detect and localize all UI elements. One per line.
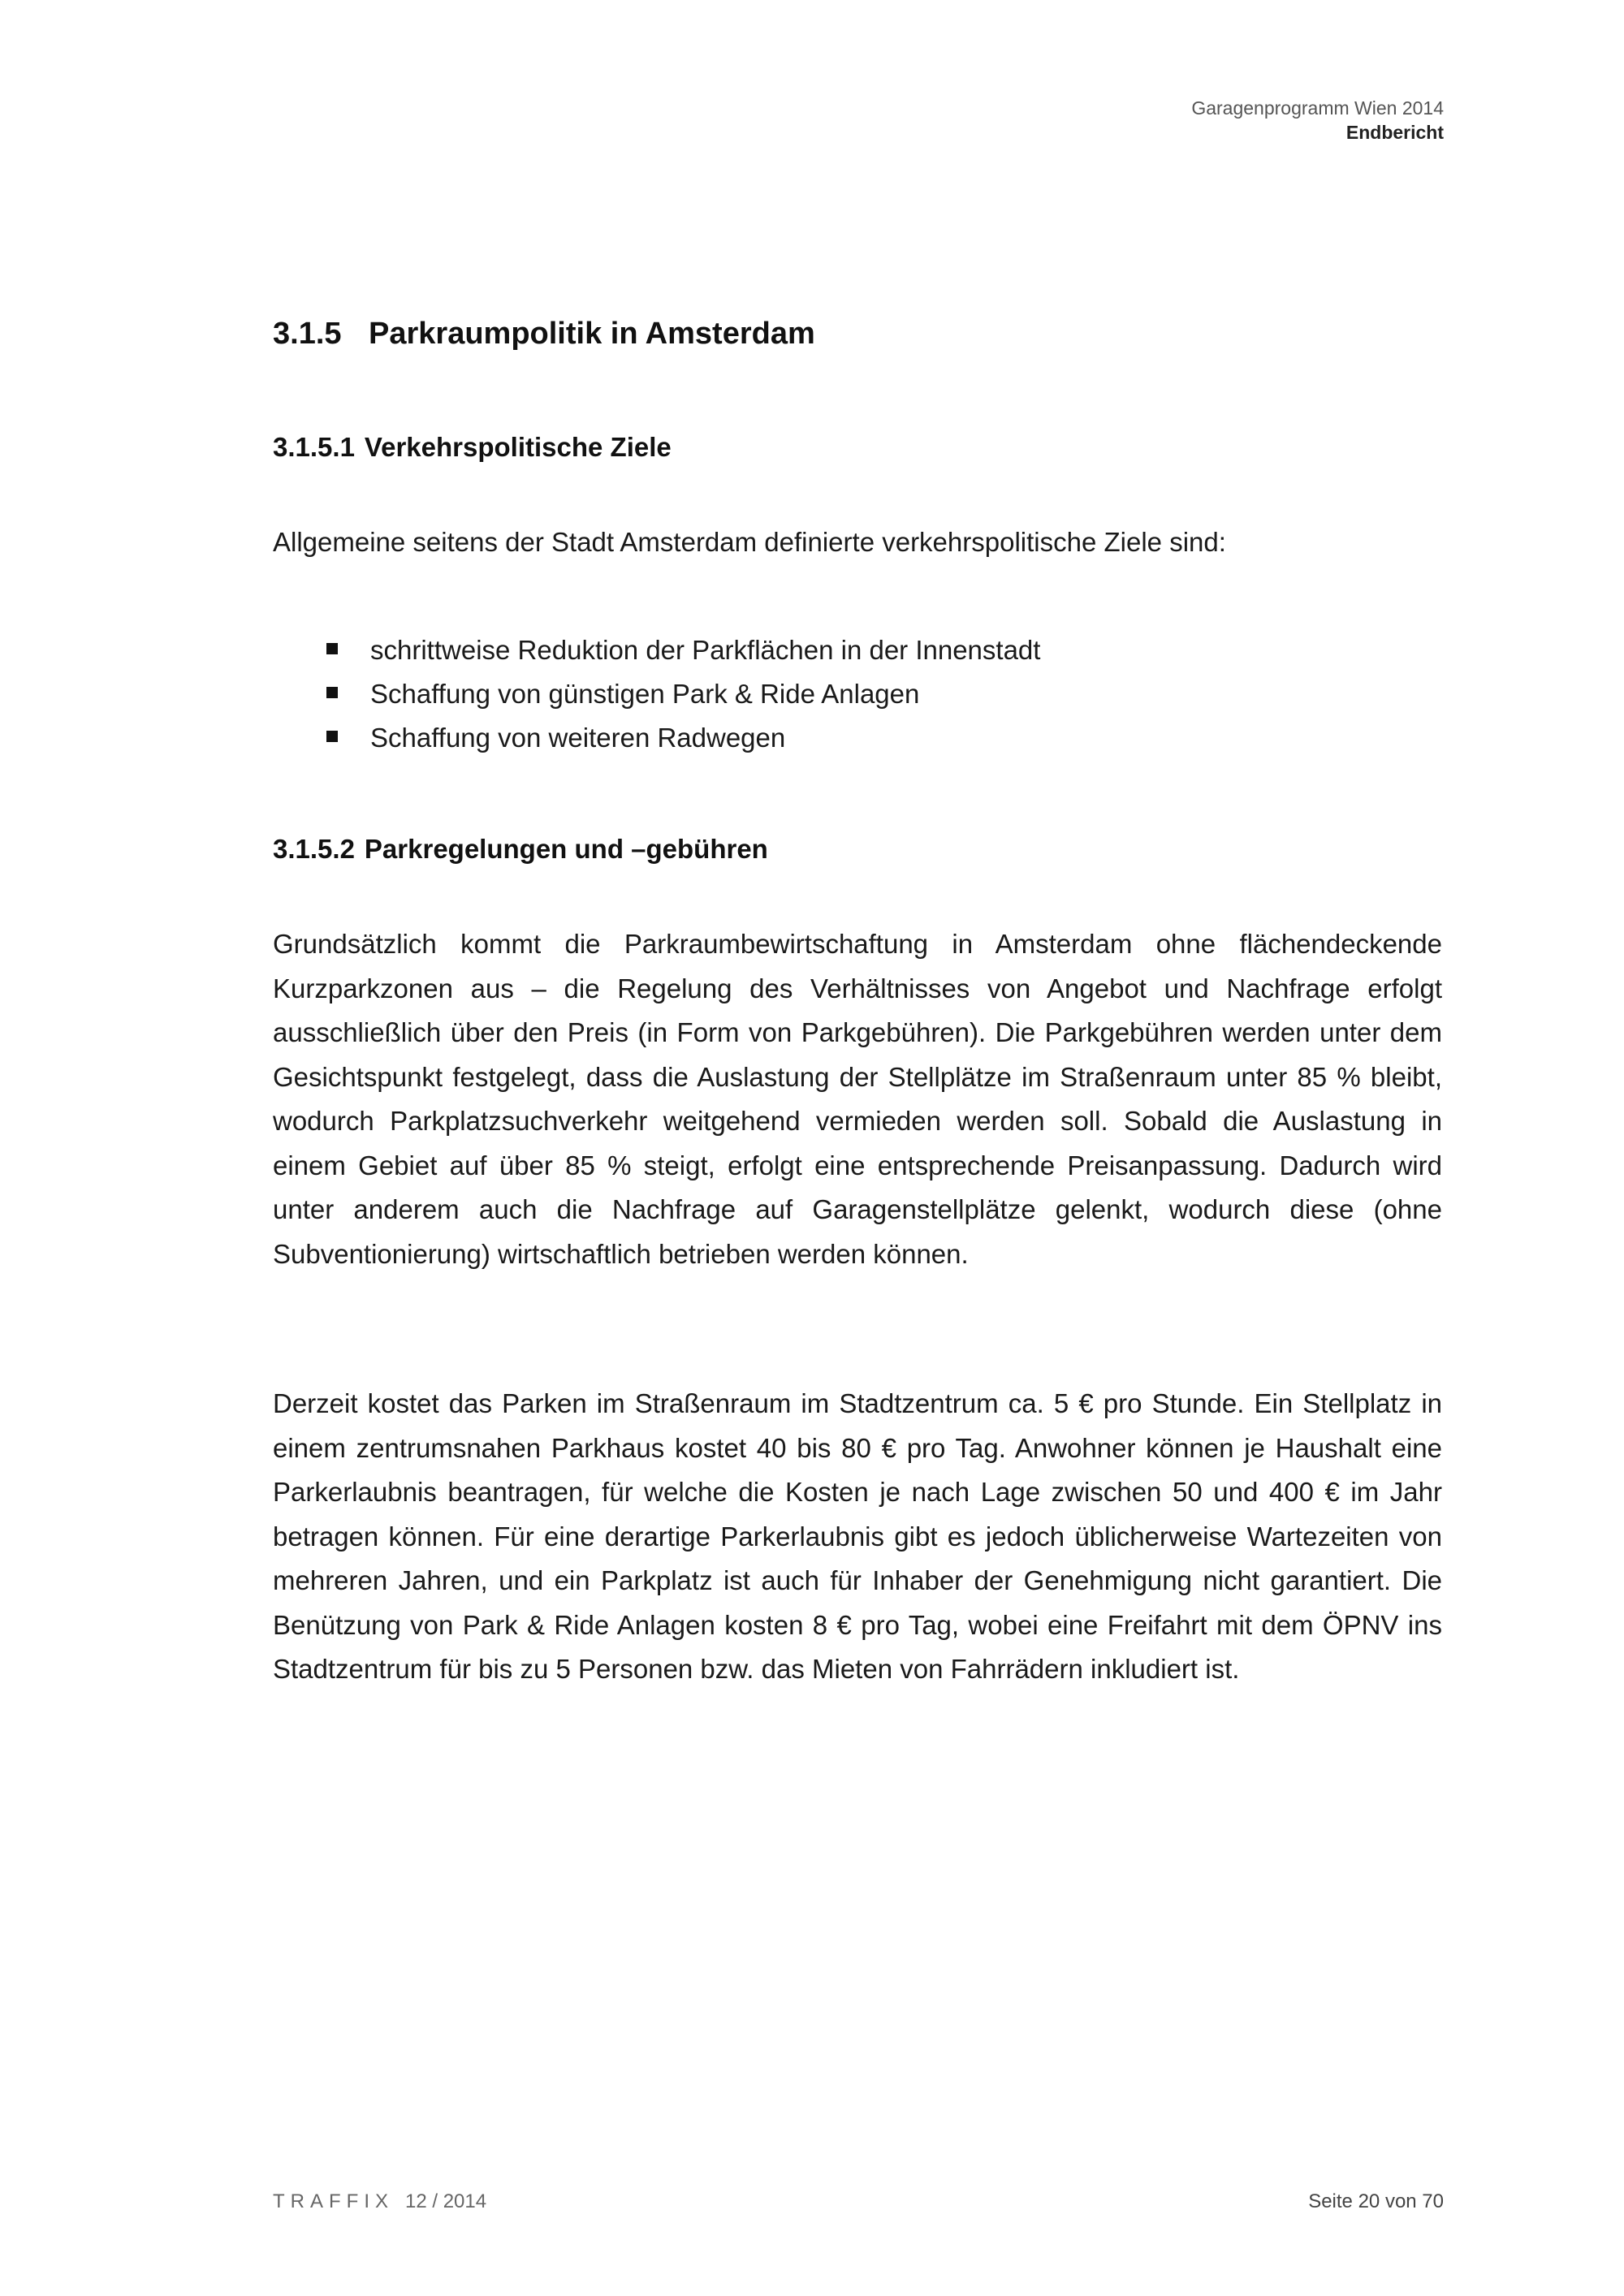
bullet-square-icon	[326, 731, 338, 742]
footer-left	[273, 2190, 486, 2213]
section-heading	[273, 317, 815, 352]
header-title: Garagenprogramm Wien 2014	[1191, 97, 1444, 119]
page-number: Seite 20 von 70	[1308, 2190, 1444, 2212]
footer-brand: TRAFFIX	[273, 2190, 394, 2212]
list-item	[273, 628, 1442, 672]
footer-date: 12 / 2014	[405, 2190, 487, 2212]
header-subtitle: Endbericht	[1345, 122, 1444, 143]
fees-paragraph-2: Derzeit kostet das Parken im Straßenraum im Stadtzentrum ca. 5 € pro Stunde. Ein Stellplatz in einem zentrumsnahen Parkhaus kostet 40 bis 80 € pro Tag. Anwohner können je Haushalt eine Parkerlaubnis beantragen, für welche die Kosten je nach Lage zwischen 50 und 400 € im Jahr betragen können. Für eine derartige Parkerlaubnis gibt es jedoch üblicherweise Wartezeiten von mehreren Jahren, und ein Parkplatz ist auch für Inhaber der Genehmigung nicht garantiert. Die Benützung von Park & Ride Anlagen kosten 8 € pro Tag, wobei eine Freifahrt mit dem ÖPNV ins Stadtzentrum für bis zu 5 Personen bzw. das Mieten von Fahrrädern inkludiert ist.	[273, 1388, 1442, 1684]
goals-list	[273, 628, 1442, 760]
goals-intro: Allgemeine seitens der Stadt Amsterdam definierte verkehrspolitische Ziele sind:	[273, 527, 1226, 557]
page-header	[1191, 96, 1444, 145]
list-item	[273, 672, 1442, 716]
subsection-heading-goals	[273, 432, 672, 463]
list-item-text: Schaffung von weiteren Radwegen	[370, 723, 786, 753]
section-number: 3.1.5	[273, 317, 342, 351]
subsection-number-fees: 3.1.5.2	[273, 834, 355, 864]
fees-paragraph-1: Grundsätzlich kommt die Parkraumbewirtschaftung in Amsterdam ohne flächendeckende Kurzparkzonen aus – die Regelung des Verhältnisses von Angebot und Nachfrage erfolgt ausschließlich über den Preis (in Form von Parkgebühren). Die Parkgebühren werden unter dem Gesichtspunkt festgelegt, dass die Auslastung der Stellplätze im Straßenraum unter 85 % bleibt, wodurch Parkplatzsuchverkehr weitgehend vermieden werden soll. Sobald die Auslastung in einem Gebiet auf über 85 % steigt, erfolgt eine entsprechende Preisanpassung. Dadurch wird unter anderem auch die Nachfrage auf Garagenstellplätze gelenkt, wodurch diese (ohne Subventionierung) wirtschaftlich betrieben werden können.	[273, 929, 1442, 1269]
bullet-square-icon	[326, 687, 338, 698]
list-item-text: Schaffung von günstigen Park & Ride Anlagen	[370, 679, 920, 709]
subsection-heading-fees	[273, 834, 768, 865]
list-item	[273, 716, 1442, 760]
list-item-text: schrittweise Reduktion der Parkflächen in der Innenstadt	[370, 635, 1041, 665]
subsection-title-fees: Parkregelungen und –gebühren	[364, 834, 768, 864]
section-title: Parkraumpolitik in Amsterdam	[369, 317, 815, 351]
bullet-square-icon	[326, 643, 338, 654]
subsection-number-goals: 3.1.5.1	[273, 432, 355, 462]
subsection-title-goals: Verkehrspolitische Ziele	[364, 432, 672, 462]
